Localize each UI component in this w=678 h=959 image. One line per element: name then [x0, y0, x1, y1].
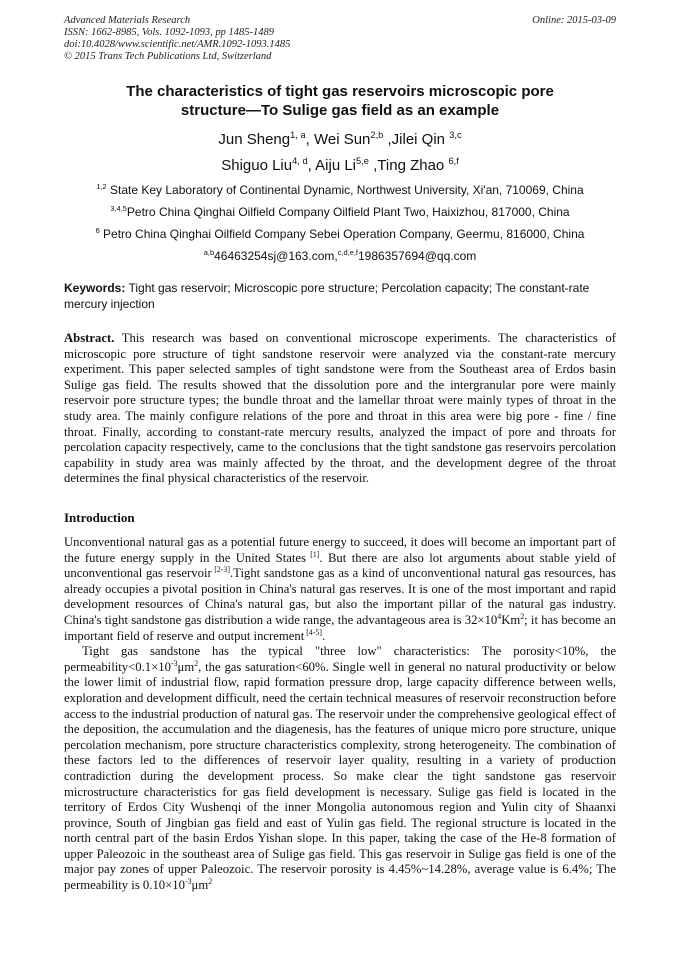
- paragraph-text: Km: [501, 612, 521, 627]
- citation: [1]: [306, 549, 320, 559]
- section-heading-introduction: Introduction: [64, 510, 135, 525]
- author-superscript: 6,f: [448, 156, 459, 166]
- paragraph-text: , the gas saturation<60%. Single well in general no natural productivity or below the lower limit of industrial flow, rapid formation pressure drop, large capacity difference between wells, exploration and development difficult, need the certain technical measures of reservoir reconstruction before access to the industrial production of natural gas. The reservoir under the comprehensive geological effect of the deposition, the accumulation and the diagenesis, has the features of unique micro pore structure, unique percolation mechanism, pore structure characteristics complexity, strong heterogeneity. The combination of these factors led to the differences of reservoir layer quality, resulting in a variety of production contradiction during the development process. So make clear the tight sandstone gas reservoir microstructure characteristics for gas field development is necessary. Sulige gas field is located in the territory of Erdos City Wushenqi of the inner Mongolia autonomous region and Yulin city of Shaanxi province, South of Jingbian gas field and east of Yulin gas field. The regional structure is located in the north central part of the basin Erdos Yishan slope. In this paper, taking the case of the He-8 formation of upper Paleozoic in the southeast area of Sulige gas field. This gas reservoir in Sulige gas field is one of the major pay zones of upper Paleozoic. The reservoir porosity is 4.45%~14.28%, average value is 6.4%; The permeability is 0.10×10: [64, 659, 616, 893]
- paper-title: [60, 82, 620, 120]
- author-name: Jun Sheng: [218, 131, 291, 148]
- paragraph-text: .: [321, 628, 326, 643]
- email-text: 1986357694@qq.com: [357, 249, 477, 263]
- abstract-label: Abstract.: [64, 331, 115, 345]
- email-text: 46463254sj@163.com,: [214, 249, 338, 263]
- introduction-body: [64, 535, 616, 894]
- exponent: 2: [520, 611, 525, 621]
- paragraph-text: ; it has become an important field of reserve and output increment: [64, 612, 616, 643]
- exponent: 2: [208, 876, 213, 886]
- author-line-2: [60, 157, 620, 175]
- journal-header: [64, 15, 616, 63]
- exponent: -3: [170, 658, 178, 668]
- affiliation-superscript: 3,4,5: [110, 204, 127, 213]
- email-superscript: a,b: [203, 248, 215, 257]
- author-name: , Wei Sun: [305, 131, 371, 148]
- abstract: [64, 331, 616, 487]
- issn-line: ISSN: 1662-8985, Vols. 1092-1093, pp 1485-1489: [64, 27, 274, 38]
- keywords: [64, 281, 616, 312]
- email-superscript: c,d,e,f: [337, 248, 358, 257]
- title-line-2: structure—To Sulige gas field as an example: [180, 102, 500, 119]
- journal-name: Advanced Materials Research: [64, 15, 191, 26]
- affiliation-2: [60, 205, 620, 220]
- affiliation-text: Petro China Qinghai Oilfield Company Sebei Operation Company, Geermu, 816000, China: [99, 227, 585, 241]
- paragraph-text: μm: [177, 659, 195, 674]
- keywords-text: Tight gas reservoir; Microscopic pore structure; Percolation capacity; The constant-rate mercury injection: [64, 281, 590, 311]
- affiliation-1: [60, 183, 620, 198]
- online-date: Online: 2015-03-09: [532, 15, 616, 26]
- author-name: , Aiju Li: [307, 157, 357, 174]
- affiliation-text: State Key Laboratory of Continental Dynamic, Northwest University, Xi'an, 710069, China: [106, 183, 584, 197]
- author-superscript: 4, d: [292, 156, 308, 166]
- title-line-1: The characteristics of tight gas reservoirs microscopic pore: [126, 83, 554, 100]
- copyright-line: © 2015 Trans Tech Publications Ltd, Switzerland: [64, 51, 272, 62]
- author-name: ,Ting Zhao: [368, 157, 449, 174]
- author-superscript: 1, a: [290, 130, 306, 140]
- author-superscript: 2,b: [370, 130, 384, 140]
- paragraph-text: .Tight sandstone gas as a kind of unconventional natural gas resources, has already occupies a pivotal position in China's natural gas reserves. It is one of the most important and rapid development resources of China's natural gas, but also the important pillar of the natural gas industry. China's tight sandstone gas distribution a wide range, the advantageous area is 32×10: [64, 566, 616, 627]
- doi-line: doi:10.4028/www.scientific.net/AMR.1092-1093.1485: [64, 39, 291, 50]
- affiliation-superscript: 1,2: [96, 182, 107, 191]
- keywords-label: Keywords:: [64, 281, 126, 295]
- author-superscript: 5,e: [356, 156, 369, 166]
- affiliation-text: Petro China Qinghai Oilfield Company Oilfield Plant Two, Haixizhou, 817000, China: [126, 205, 570, 219]
- author-line-1: [60, 131, 620, 149]
- author-emails: [60, 249, 620, 264]
- author-superscript: 3,c: [449, 130, 462, 140]
- intro-paragraph-1: [64, 535, 616, 644]
- paragraph-text: μm: [191, 878, 209, 893]
- abstract-text: This research was based on conventional microscope experiments. The characteristics of microscopic pore structure of tight sandstone reservoir were analyzed via the constant-rate mercury experiment. This paper selected samples of tight sandstone were from the Southeast area of Erdos basin Sulige gas field. The results showed that the dissolution pore and the intergranular pore were mainly reservoir pore structure types; the bundle throat and the lamellar throat were mainly types of throat in the study area. The mainly configure relations of the pore and throat in this area were big pore - fine / fine throat. Finally, according to constant-rate mercury results, analyzed the impact of pore and throats for percolation capacity respectively, came to the conclusions that the tight sandstone gas reservoirs percolation capability in study area was mainly affected by the throat, and the development degree of the throat determines the final physical characteristics of the reservoir.: [64, 331, 616, 486]
- citation: [4-5]: [304, 627, 322, 637]
- paragraph-text: Tight gas sandstone has the typical "three low" characteristics: The porosity<10%, the permeability<0.1×10: [64, 644, 616, 674]
- affiliation-3: [60, 227, 620, 242]
- citation: [2-3]: [211, 564, 230, 574]
- exponent: 4: [497, 611, 502, 621]
- author-name: Shiguo Liu: [221, 157, 293, 174]
- affiliation-superscript: 6: [95, 226, 100, 235]
- paragraph-text: . But there are also lot arguments about stable yield of unconventional gas reservoir: [64, 550, 616, 581]
- intro-paragraph-2: [64, 644, 616, 894]
- exponent: 2: [194, 658, 199, 668]
- paragraph-text: Unconventional natural gas as a potential future energy to succeed, it does will become an important part of the future energy supply in the United States: [64, 535, 616, 565]
- author-name: ,Jilei Qin: [383, 131, 450, 148]
- exponent: -3: [184, 876, 192, 886]
